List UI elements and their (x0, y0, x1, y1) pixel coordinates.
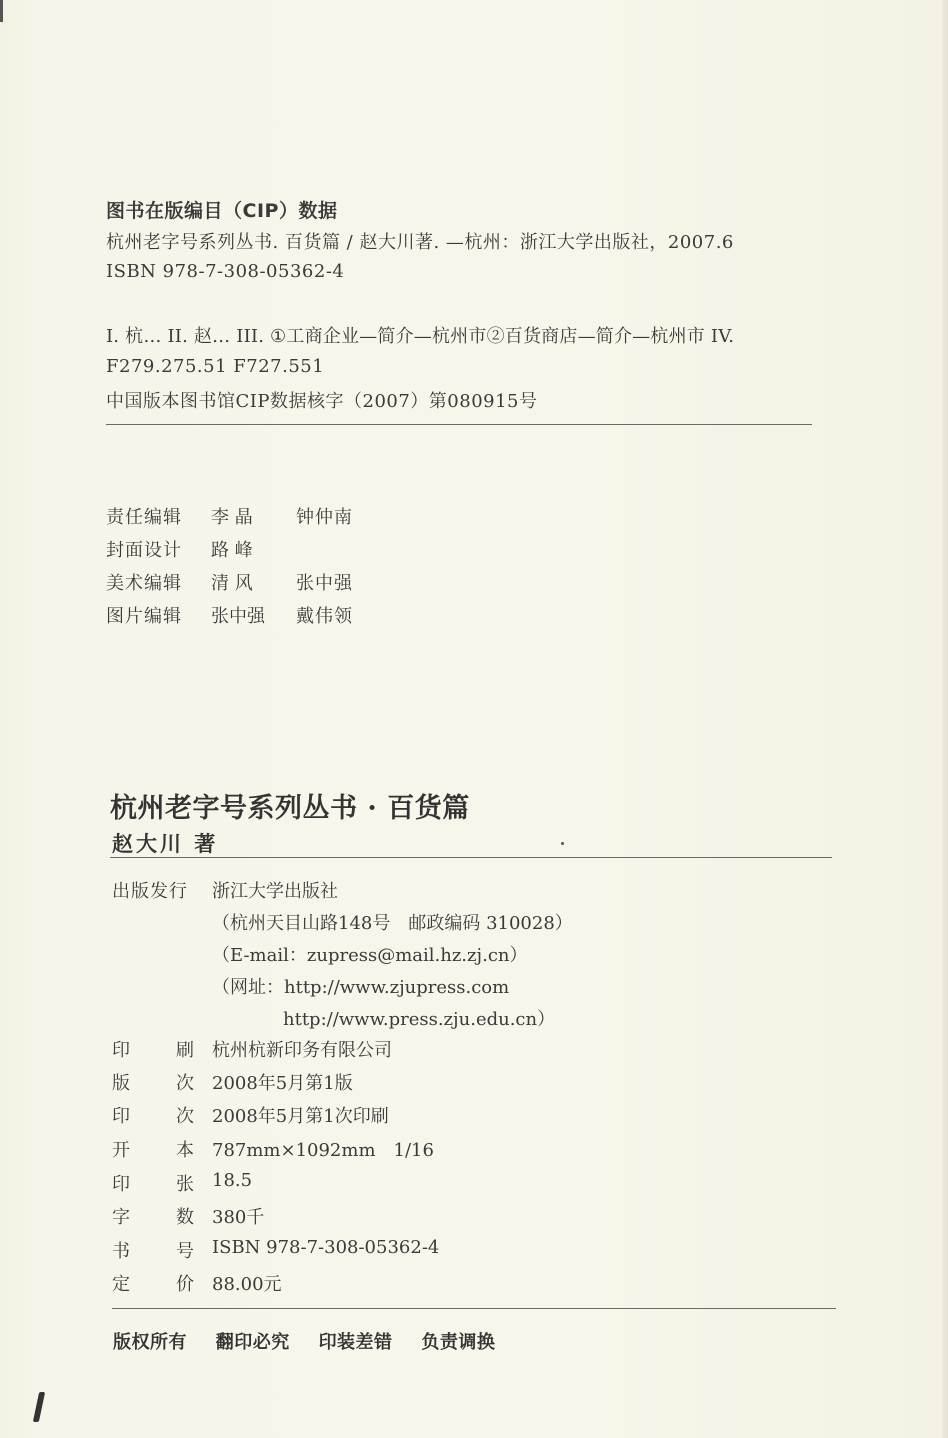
detail-label-char: 数 (176, 1207, 194, 1228)
print-speck (561, 842, 564, 845)
cip-heading: 图书在版编目（CIP）数据 (106, 200, 338, 222)
detail-value: 18.5 (212, 1170, 253, 1191)
detail-value: 380千 (212, 1207, 265, 1228)
detail-label-char: 版 (112, 1073, 130, 1094)
publisher-email: （E-mail：zupress@mail.hz.zj.cn） (212, 945, 528, 966)
detail-label-char: 号 (176, 1241, 194, 1262)
detail-value: 2008年5月第1次印刷 (212, 1106, 389, 1127)
editor-name: 张中强 (296, 573, 353, 594)
cip-record-number-line: 中国版本图书馆CIP数据核字（2007）第080915号 (106, 391, 538, 412)
editor-name: 张中强 (211, 606, 265, 627)
scan-mark-top (0, 0, 3, 22)
detail-label-char: 开 (112, 1140, 130, 1161)
copyright-phrase: 翻印必究 (215, 1332, 290, 1353)
editor-role: 图片编辑 (106, 606, 182, 627)
detail-label-char: 张 (176, 1174, 194, 1195)
detail-label-char: 次 (176, 1106, 194, 1127)
detail-label-char: 次 (176, 1073, 194, 1094)
detail-label (112, 1237, 194, 1263)
cip-classification-line: F279.275.51 F727.551 (106, 356, 325, 377)
copyright-phrase: 版权所有 (113, 1332, 187, 1353)
detail-label-char: 定 (112, 1274, 130, 1295)
detail-label-char: 刷 (176, 1040, 194, 1061)
copyright-notice (113, 1328, 509, 1354)
book-author: 赵大川 著 (112, 832, 219, 856)
detail-label (112, 1036, 194, 1062)
publisher-label: 出版发行 (112, 881, 188, 902)
page-edge (942, 0, 948, 1438)
detail-value: ISBN 978-7-308-05362-4 (212, 1237, 440, 1258)
editor-role: 美术编辑 (106, 573, 182, 594)
editor-name: 路 峰 (211, 540, 253, 561)
publisher-name: 浙江大学出版社 (212, 881, 338, 902)
publisher-website: （网址：http://www.zjupress.com (212, 977, 510, 998)
publisher-address: （杭州天目山路148号 邮政编码 310028） (212, 913, 573, 934)
title-divider (110, 857, 832, 858)
detail-label-char: 书 (112, 1241, 130, 1262)
cip-title-line: 杭州老字号系列丛书. 百货篇 / 赵大川著. —杭州：浙江大学出版社，2007.6 (106, 232, 734, 253)
detail-value: 88.00元 (212, 1274, 282, 1295)
detail-label (112, 1203, 194, 1229)
editor-name: 钟仲南 (296, 507, 353, 528)
detail-label-char: 印 (112, 1106, 130, 1127)
editor-name: 清 风 (211, 573, 253, 594)
detail-label-char: 价 (176, 1274, 194, 1295)
editor-name: 李 晶 (211, 507, 253, 528)
detail-label (112, 1102, 194, 1128)
detail-value: 杭州杭新印务有限公司 (212, 1040, 392, 1061)
bottom-divider (112, 1308, 836, 1309)
detail-label-char: 本 (176, 1140, 194, 1161)
editor-role: 责任编辑 (106, 507, 182, 528)
copyright-phrase: 负责调换 (421, 1332, 496, 1353)
publisher-website: http://www.press.zju.edu.cn） (283, 1009, 556, 1030)
detail-label (112, 1270, 194, 1296)
copyright-phrase: 印装差错 (318, 1332, 393, 1353)
editor-name: 戴伟领 (296, 606, 353, 627)
cip-divider (106, 424, 812, 425)
editor-role: 封面设计 (106, 540, 182, 561)
scan-mark-bottom (33, 1392, 45, 1422)
detail-value: 2008年5月第1版 (212, 1073, 353, 1094)
cip-subject-line: I. 杭… II. 赵… III. ①工商企业—简介—杭州市②百货商店—简介—杭州市 IV. (106, 326, 735, 347)
detail-label-char: 印 (112, 1174, 130, 1195)
cip-isbn-line: ISBN 978-7-308-05362-4 (106, 261, 345, 282)
detail-label (112, 1136, 194, 1162)
detail-label (112, 1069, 194, 1095)
detail-label-char: 字 (112, 1207, 130, 1228)
book-title: 杭州老字号系列丛书 · 百货篇 (110, 793, 470, 824)
detail-label-char: 印 (112, 1040, 130, 1061)
detail-value: 787mm×1092mm 1/16 (212, 1140, 434, 1161)
detail-label (112, 1170, 194, 1196)
